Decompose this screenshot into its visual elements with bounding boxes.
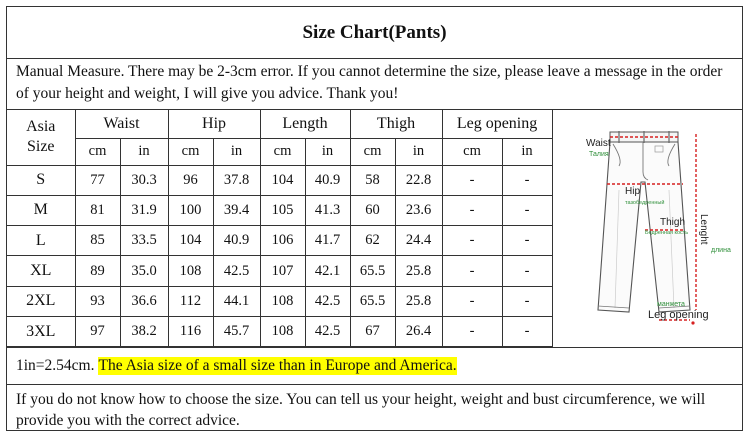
measure-cell: 112 bbox=[168, 286, 213, 316]
size-cell: 3XL bbox=[7, 316, 75, 346]
measure-cell: 108 bbox=[168, 256, 213, 286]
waist-label-ru: Талия bbox=[589, 151, 609, 158]
length-label: Lenght bbox=[698, 214, 709, 245]
measure-cell: 65.5 bbox=[350, 256, 395, 286]
asia-size-highlight: The Asia size of a small size than in Europe and America. bbox=[98, 357, 457, 374]
unit-header: in bbox=[502, 138, 552, 165]
hip-label: Hip bbox=[625, 186, 641, 197]
measure-cell: 30.3 bbox=[120, 165, 168, 195]
leg-opening-label-ru: манжета bbox=[657, 301, 685, 308]
measure-cell: 40.9 bbox=[213, 226, 260, 256]
header-thigh: Thigh bbox=[350, 110, 442, 138]
measure-cell: - bbox=[442, 226, 502, 256]
measure-cell: 44.1 bbox=[213, 286, 260, 316]
measure-cell: 41.7 bbox=[305, 226, 350, 256]
size-cell: S bbox=[7, 165, 75, 195]
length-label-ru: длина bbox=[711, 247, 731, 254]
measure-cell: 93 bbox=[75, 286, 120, 316]
size-table-wrap bbox=[7, 110, 552, 347]
unit-header: in bbox=[120, 138, 168, 165]
measure-cell: 58 bbox=[350, 165, 395, 195]
measure-cell: 42.1 bbox=[305, 256, 350, 286]
header-hip: Hip bbox=[168, 110, 260, 138]
chart-title: Size Chart(Pants) bbox=[7, 7, 742, 59]
asia-size-header bbox=[7, 110, 75, 165]
measure-cell: 36.6 bbox=[120, 286, 168, 316]
measure-cell: 38.2 bbox=[120, 316, 168, 346]
conversion-formula: 1in=2.54cm. bbox=[16, 357, 95, 374]
pants-diagram bbox=[553, 110, 742, 347]
measure-cell: - bbox=[442, 286, 502, 316]
measure-cell: 85 bbox=[75, 226, 120, 256]
table-row bbox=[7, 316, 552, 346]
unit-header: in bbox=[305, 138, 350, 165]
measure-cell: 60 bbox=[350, 195, 395, 225]
header-length: Length bbox=[260, 110, 350, 138]
measure-cell: - bbox=[442, 256, 502, 286]
measure-cell: 62 bbox=[350, 226, 395, 256]
measure-cell: 104 bbox=[260, 165, 305, 195]
measure-cell: 97 bbox=[75, 316, 120, 346]
size-label: Size bbox=[26, 138, 55, 156]
measure-cell: 22.8 bbox=[395, 165, 442, 195]
measure-cell: 116 bbox=[168, 316, 213, 346]
leg-opening-label: Leg opening bbox=[648, 309, 709, 321]
size-cell: L bbox=[7, 226, 75, 256]
thigh-label: Thigh bbox=[660, 217, 686, 228]
measure-cell: 35.0 bbox=[120, 256, 168, 286]
header-waist: Waist bbox=[75, 110, 168, 138]
pants-diagram-cell bbox=[552, 110, 742, 347]
table-row bbox=[7, 165, 552, 195]
thigh-label-ru: Бедренная кость bbox=[645, 230, 689, 236]
advice-text: If you do not know how to choose the size. You can tell us your height, weight and bust circumference, we will provide you with the correct advice. bbox=[16, 391, 706, 429]
unit-header: cm bbox=[442, 138, 502, 165]
measure-cell: 26.4 bbox=[395, 316, 442, 346]
table-row bbox=[7, 226, 552, 256]
measure-cell: 104 bbox=[168, 226, 213, 256]
measure-cell: 65.5 bbox=[350, 286, 395, 316]
measure-cell: 105 bbox=[260, 195, 305, 225]
measure-cell: 40.9 bbox=[305, 165, 350, 195]
measure-cell: 108 bbox=[260, 316, 305, 346]
measure-cell: - bbox=[442, 316, 502, 346]
size-table bbox=[7, 110, 553, 347]
measure-note: Manual Measure. There may be 2-3cm error. If you cannot determine the size, please leave a message in the order of your height and weight, I will give you advice. Thank you! bbox=[7, 58, 742, 110]
size-cell: XL bbox=[7, 256, 75, 286]
measure-cell: 106 bbox=[260, 226, 305, 256]
unit-header: cm bbox=[260, 138, 305, 165]
measure-cell: 89 bbox=[75, 256, 120, 286]
header-row-units bbox=[7, 138, 552, 165]
table-row bbox=[7, 195, 552, 225]
conversion-row bbox=[7, 347, 742, 385]
measure-cell: 39.4 bbox=[213, 195, 260, 225]
table-row bbox=[7, 286, 552, 316]
unit-header: cm bbox=[350, 138, 395, 165]
measure-cell: 100 bbox=[168, 195, 213, 225]
measure-cell: 41.3 bbox=[305, 195, 350, 225]
measure-cell: 37.8 bbox=[213, 165, 260, 195]
measure-cell: 25.8 bbox=[395, 256, 442, 286]
measure-cell: - bbox=[442, 195, 502, 225]
measure-cell: - bbox=[502, 256, 552, 286]
measure-cell: 45.7 bbox=[213, 316, 260, 346]
header-row-groups bbox=[7, 110, 552, 138]
measure-cell: 67 bbox=[350, 316, 395, 346]
size-rows bbox=[7, 165, 552, 347]
unit-header: cm bbox=[75, 138, 120, 165]
measure-cell: 42.5 bbox=[305, 286, 350, 316]
measure-cell: - bbox=[502, 226, 552, 256]
measure-cell: 108 bbox=[260, 286, 305, 316]
measure-cell: 33.5 bbox=[120, 226, 168, 256]
measure-cell: 25.8 bbox=[395, 286, 442, 316]
size-cell: 2XL bbox=[7, 286, 75, 316]
measure-cell: 96 bbox=[168, 165, 213, 195]
measure-cell: 24.4 bbox=[395, 226, 442, 256]
measure-cell: 42.5 bbox=[213, 256, 260, 286]
measure-cell: 42.5 bbox=[305, 316, 350, 346]
table-row bbox=[7, 256, 552, 286]
measure-cell: 81 bbox=[75, 195, 120, 225]
measure-cell: - bbox=[442, 165, 502, 195]
measure-cell: 77 bbox=[75, 165, 120, 195]
size-cell: M bbox=[7, 195, 75, 225]
waist-label: Waist bbox=[586, 138, 611, 149]
measure-cell: 23.6 bbox=[395, 195, 442, 225]
hip-label-ru: тазобедренный bbox=[625, 200, 665, 206]
measure-cell: 31.9 bbox=[120, 195, 168, 225]
unit-header: cm bbox=[168, 138, 213, 165]
asia-label: Asia bbox=[26, 118, 56, 136]
size-chart bbox=[6, 6, 743, 431]
measure-cell: - bbox=[502, 286, 552, 316]
measure-cell: - bbox=[502, 195, 552, 225]
unit-header: in bbox=[213, 138, 260, 165]
unit-header: in bbox=[395, 138, 442, 165]
measure-cell: - bbox=[502, 165, 552, 195]
measure-cell: 107 bbox=[260, 256, 305, 286]
measure-cell: - bbox=[502, 316, 552, 346]
header-leg-opening: Leg opening bbox=[442, 110, 552, 138]
